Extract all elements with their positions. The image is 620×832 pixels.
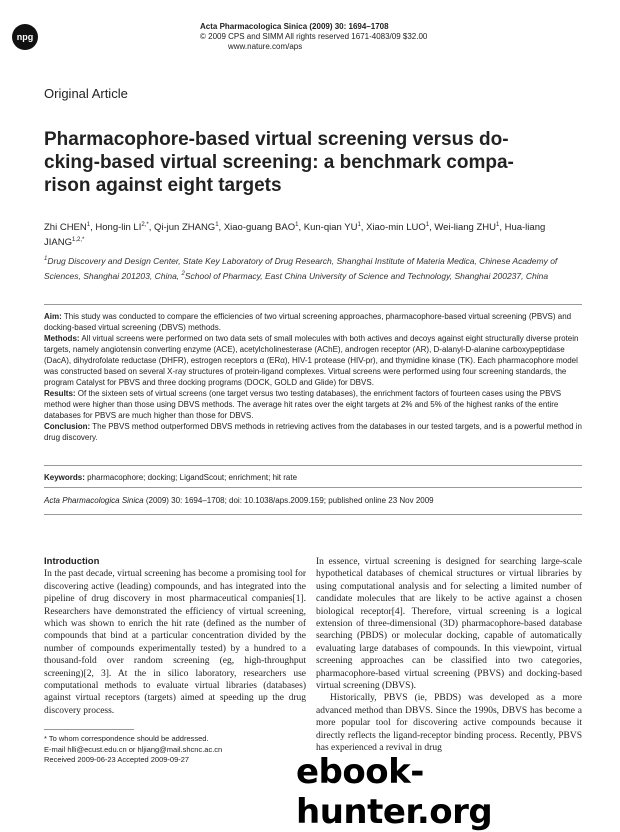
copyright-line: © 2009 CPS and SIMM All rights reserved 1671-4083/09 $32.00 [200,32,428,41]
abstract [44,311,582,443]
author: Qi-jun ZHANG$^1$ [153,222,219,234]
footnote-divider [44,729,134,730]
author-list: Zhi CHEN$^1$, Hong-lin $LI^{2,*}$, Qi-jun ZHANG$^1$, Xiao-guang BAO$^1$, Kun-qian $YU^1$, Xiao-min LUO$^1$, Wei-liang ZHU$^1$, Hua-liang $JIANG^{1,2,*}$ [44,222,546,249]
divider [44,465,582,466]
intro-heading: Introduction [44,556,100,567]
author: Wei-liang ZHU$^1$ [434,222,500,234]
journal-header [200,22,428,52]
intro-paragraph: In the past decade, virtual screening has become a promising tool for discovering active (leading) compounds, and has integrated into the pipeline of drug discovery in most pharmaceutical companies[1]. Researchers have demonstrated the efficiency of virtual screening, which was shown to enrich the hit rate (defined as the number of compounds that bind at a particular concentration divided by the number of compounds experimentally tested) by a hundred to a thousand-fold over random screening (eg, high-throughput screening)[2, 3]. At the in silico laboratory, researchers use computational methods to evaluate virtual libraries (databases) against virtual receptors (targets) aimed at speeding up the drug discovery process. [44,569,306,716]
author: Zhi CHEN$^1$ [44,222,91,234]
email-line[interactable]: E-mail hlli@ecust.edu.cn or hljiang@mail.shcnc.ac.cn [44,744,223,754]
abstract-results: Results: Of the sixteen sets of virtual screens (one target versus two testing databases), the enrichment factors of fourteen cases using the PBVS method were higher than those using DBVS methods. The average hit rates over the eight targets at 2% and 5% of the highest ranks of the entire databases for PBVS are much higher than those for DBVS. [44,389,562,420]
author: Hong-lin $LI^{2,*}$ [95,222,149,234]
abstract-aim: Aim: This study was conducted to compare the efficiencies of two virtual screening approaches, pharmacophore-based virtual screening (PBVS) and docking-based virtual screening (DBVS) methods. [44,312,572,332]
title-line: rison against eight targets [44,175,282,196]
author: Hua-liang $JIANG^{1,2,*}$ [44,222,546,249]
left-column [44,556,306,717]
divider [44,304,582,305]
affiliations: $^1$Drug Discovery and Design Center, State Key Laboratory of Drug Research, Shanghai Institute of Materia Medica, Chinese Academy of Sciences, Shanghai 201203, China, $^2$School of Pharmacy, East China University of Science and Technology, Shanghai 200237, China [44,255,558,281]
watermark: ebook-hunter.org [296,752,493,832]
author: Xiao-guang BAO$^1$ [223,222,299,234]
abstract-methods: Methods: All virtual screens were performed on two data sets of small molecules with both actives and decoys against eight structurally diverse protein targets, namely angiotensin converting enzyme (ACE), acetylcholinesterase (AChE), androgen receptor (AR), D-alanyl-D-alanine carboxypeptidase (DacA), dihydrofolate reductase (DHFR), estrogen receptors α (ERα), HIV-1 protease (HIV-pr), and thymidine kinase (TK). Each pharmacophore model was constructed based on several X-ray structures of protein-ligand complexes. Virtual screens were performed using four screening standards, the program Catalyst for PBVS and three docking programs (DOCK, GOLD and Glide) for DBVS. [44,334,579,387]
abstract-conclusion: Conclusion: The PBVS method outperformed DBVS methods in retrieving actives from the databases in our tested targets, and is a powerful method in drug discovery. [44,422,582,442]
author: Xiao-min LUO$^1$ [366,222,430,234]
keywords: Keywords: pharmacophore; docking; LigandScout; enrichment; hit rate [44,473,298,482]
author: Kun-qian $YU^1$ [303,222,361,234]
title-line: cking-based virtual screening: a benchmark compa- [44,152,514,173]
title-line: Pharmacophore-based virtual screening versus do- [44,129,509,150]
npg-logo [12,24,38,50]
citation-line: Acta Pharmacologica Sinica (2009) 30: 1694–1708; doi: 10.1038/aps.2009.159; published online 23 Nov 2009 [44,496,434,505]
divider [44,514,582,515]
divider [44,487,582,488]
journal-website-link[interactable]: www.nature.com/aps [228,42,303,51]
section-type: Original Article [44,86,128,101]
logo-text: npg [16,32,34,42]
body-paragraph: Historically, PBVS (ie, PBDS) was developed as a more advanced method than DBVS. Since the 1990s, DBVS has become a more popular tool for discovering active compounds because it directly reflects the ligand-receptor binding process. Recently, PBVS has experienced a revival in drug [316,693,582,754]
body-paragraph: In essence, virtual screening is designed for searching large-scale hypothetical databases of chemical structures or virtual libraries by using computational analysis and for selecting a limited number of candidate molecules that are likely to be active against a chosen biological receptor[4]. Therefore, virtual screening is a logical extension of three-dimensional (3D) pharmacophore-based database searching (PBDS) or molecular docking, capable of automatically evaluating large databases of compounds. In this viewpoint, virtual screening approaches can be classified into two categories, pharmacophore-based virtual screening (PBVS) and docking-based virtual screening (DBVS). [316,557,582,692]
article-title [44,128,584,197]
correspondence-note: * To whom correspondence should be addressed. [44,734,209,743]
footnote [44,734,306,766]
right-column [316,556,582,755]
received-accepted-dates: Received 2009-06-23 Accepted 2009-09-27 [44,755,190,764]
journal-line: Acta Pharmacologica Sinica (2009) 30: 1694–1708 [200,22,389,31]
